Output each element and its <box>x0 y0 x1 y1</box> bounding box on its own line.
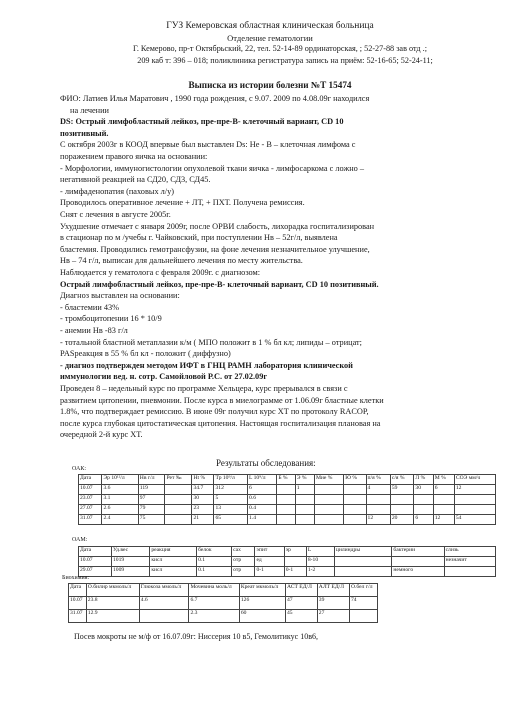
text-line: в стационар по м /учебы г. Чайковский, при поступлении Нв – 52г/л, выявлена <box>60 233 338 243</box>
table-cell: 119 <box>138 485 165 495</box>
text-line: - тотальной бластной метаплазии к/м ( МПО положит в 1 % бл кл; липиды – отрицат; <box>60 337 362 347</box>
table-cell: кисл <box>150 567 197 577</box>
table-row <box>79 495 496 505</box>
text-line: иммунологии вед. н. сотр. Самойловой Р.С. от 27.02.09г <box>60 372 268 382</box>
table-cell <box>314 495 343 505</box>
table-cell <box>334 567 391 577</box>
table-cell <box>277 495 295 505</box>
table-cell: 126 <box>239 597 285 610</box>
header-cell: Дата <box>79 475 102 485</box>
table-cell: 23.07 <box>79 495 102 505</box>
table-cell: 0-1 <box>255 567 284 577</box>
text-line: Острый лимфобластный лейкоз, пре-пре-В- клеточный вариант, CD 10 позитивный. <box>60 279 379 289</box>
table-row <box>79 485 496 495</box>
table-cell <box>277 505 295 515</box>
table-cell <box>139 610 189 623</box>
table-cell <box>314 485 343 495</box>
sputum-culture-note: Посев мокроты не м/ф от 16.07.09г: Нисcерия 10 в5, Гемолитикус 10в6, <box>74 632 318 641</box>
table-cell: 2.6 <box>102 505 138 515</box>
header-cell: белок <box>197 547 232 557</box>
header-cell: п/я % <box>366 475 390 485</box>
text-line: на лечении <box>70 105 109 115</box>
table-cell <box>392 557 444 567</box>
table-row <box>79 515 496 525</box>
header-cell: цилиндры <box>334 547 391 557</box>
table-cell <box>295 505 314 515</box>
oak-label: ОАК: <box>72 466 87 472</box>
text-line: Ухудшение отмечает с января 2009г, после ОРВИ слабость, лихорадка госпитализирован <box>60 221 375 231</box>
table-cell: 0.1 <box>197 557 232 567</box>
header-cell: с/я % <box>390 475 414 485</box>
table-cell <box>366 495 390 505</box>
table-cell: 1009 <box>111 567 149 577</box>
table-cell: 34.7 <box>192 485 214 495</box>
text-line: очередной 2-й курс ХТ. <box>60 430 143 440</box>
table-cell: 30 <box>192 495 214 505</box>
table-cell: 6.7 <box>189 597 239 610</box>
header-cell: Мочевина моль/л <box>189 584 239 597</box>
table-cell: 97 <box>138 495 165 505</box>
table-cell: 13 <box>214 505 248 515</box>
table-cell: 1.4 <box>248 515 277 525</box>
table-cell: 29.07 <box>79 567 112 577</box>
header-cell: эпит <box>255 547 284 557</box>
text-line: 1.8%, что подтверждает ремиссию. В июне 09г получил курс ХТ по протоколу RACOP, <box>60 407 369 417</box>
header-cell: L 10⁹/л <box>248 475 277 485</box>
text-line: развитием цитопении, пневмонии. После курса в миелограмме от 1.06.09г бластные клетки <box>60 395 384 405</box>
text-line: негативной реакцией на СД20, СД3, СД45. <box>60 175 211 185</box>
header-cell: эр <box>284 547 306 557</box>
text-line: DS: Острый лимфобластный лейкоз, пре-пре-В- клеточный вариант, CD 10 <box>60 117 344 127</box>
text-line: после курса глубокая цитостатическая цитопения. Настоящая госпитализация плановая на <box>60 418 381 428</box>
table-cell: 79 <box>138 505 165 515</box>
table-cell: немного <box>392 567 444 577</box>
header-cell: Тр 10⁹/л <box>214 475 248 485</box>
table-cell <box>433 505 454 515</box>
table-cell <box>444 567 495 577</box>
urinalysis-table <box>78 546 496 577</box>
header-cell: Э % <box>295 475 314 485</box>
table-cell <box>277 515 295 525</box>
table-cell <box>165 495 192 505</box>
document-title: Выписка из истории болезни №Т 15474 <box>188 80 352 90</box>
header-cell: АЛТ ЕД/Л <box>317 584 349 597</box>
header-cell: Б % <box>277 475 295 485</box>
text-line: - тромбоцитопении 16 * 10/9 <box>60 314 162 324</box>
header-cell: СОЭ мм/ч <box>454 475 495 485</box>
table-cell: ед <box>255 557 284 567</box>
table-cell <box>344 495 366 505</box>
table-cell: 31.07 <box>69 610 87 623</box>
table-cell: 12.9 <box>86 610 139 623</box>
text-line: - диагноз подтвержден методом ИФТ в ГНЦ РАМН лаборатория клинической <box>60 360 353 370</box>
table-cell: 3.6 <box>102 485 138 495</box>
text-line: поражением правого яичка на основании: <box>60 152 208 161</box>
text-line: позитивный. <box>60 128 109 138</box>
header-cell: АСТ ЕД/Л <box>286 584 318 597</box>
table-cell: 0.4 <box>248 505 277 515</box>
biochemistry-table <box>68 583 378 623</box>
text-line: - Морфологии, иммуногистологии опухолевой ткани яичка - лимфосаркома с ложно – <box>60 163 365 173</box>
table-cell <box>344 505 366 515</box>
table-cell: 39 <box>317 597 349 610</box>
header-cell: Ю % <box>344 475 366 485</box>
table-cell: 1 <box>295 485 314 495</box>
header-cell: Эр 10¹²/л <box>102 475 138 485</box>
table-header-row <box>79 475 496 485</box>
results-title: Результаты обследования: <box>216 458 316 468</box>
header-cell: Л % <box>414 475 433 485</box>
table-cell <box>277 485 295 495</box>
table-cell: 75 <box>138 515 165 525</box>
table-cell: 1019 <box>111 557 149 567</box>
table-cell <box>414 495 433 505</box>
table-cell: 59 <box>390 485 414 495</box>
table-cell: 10.07 <box>79 485 102 495</box>
text-line: Наблюдается у гематолога с февраля 2009г. с диагнозом: <box>60 268 261 277</box>
table-cell: 23.8 <box>86 597 139 610</box>
table-cell: 10.07 <box>69 597 87 610</box>
table-row <box>79 557 496 567</box>
table-cell: 312 <box>214 485 248 495</box>
header-cell: О.билир мкмоль/л <box>86 584 139 597</box>
table-cell: 2.3 <box>189 610 239 623</box>
table-cell: 4.6 <box>139 597 189 610</box>
header-cell: Дата <box>69 584 87 597</box>
text-line: - анемии Нв -83 г/л <box>60 326 128 335</box>
table-cell <box>454 505 495 515</box>
header-cell: бактерии <box>392 547 444 557</box>
table-cell: 12 <box>454 485 495 495</box>
table-row <box>79 567 496 577</box>
table-cell <box>314 515 343 525</box>
header-cell: О.бел г/л <box>349 584 377 597</box>
table-cell <box>390 495 414 505</box>
table-cell <box>433 495 454 505</box>
table-cell: 0.1 <box>197 567 232 577</box>
header-cell: Мие % <box>314 475 343 485</box>
table-row <box>69 610 378 623</box>
table-cell: 4 <box>366 485 390 495</box>
table-cell: 74 <box>349 597 377 610</box>
table-header-row <box>79 547 496 557</box>
cbc-table <box>78 474 496 525</box>
table-cell: 6 <box>433 485 454 495</box>
table-cell: 20 <box>390 515 414 525</box>
header-cell: L <box>306 547 334 557</box>
table-cell <box>344 485 366 495</box>
table-cell: 21 <box>192 515 214 525</box>
table-cell <box>284 557 306 567</box>
table-cell <box>295 495 314 505</box>
table-cell <box>349 610 377 623</box>
table-cell: 27 <box>317 610 349 623</box>
header-cell: реакция <box>150 547 197 557</box>
table-cell: 23 <box>192 505 214 515</box>
table-cell: 0.6 <box>248 495 277 505</box>
table-cell: 27.07 <box>79 505 102 515</box>
table-cell: 45 <box>286 610 318 623</box>
table-cell: 6 <box>248 485 277 495</box>
text-line: Диагноз выставлен на основании: <box>60 291 180 301</box>
text-line: Проводилось оперативное лечение + ЛТ, + ПХТ. Получена ремиссия. <box>60 198 305 208</box>
table-cell: кисл <box>150 557 197 567</box>
table-cell: 31.07 <box>79 515 102 525</box>
table-cell: 1-2 <box>306 567 334 577</box>
table-cell: 2.4 <box>102 515 138 525</box>
table-cell: 60 <box>239 610 285 623</box>
table-row <box>69 597 378 610</box>
table-cell: 5 <box>214 495 248 505</box>
oam-label: ОАМ: <box>72 537 88 543</box>
header-cell: Глюкоза ммоль/л <box>139 584 189 597</box>
table-cell: отр <box>232 557 255 567</box>
table-cell <box>454 495 495 505</box>
table-cell <box>165 485 192 495</box>
table-cell: 6 <box>414 515 433 525</box>
header-cell: Дата <box>79 547 112 557</box>
header-cell: слизь <box>444 547 495 557</box>
text-line: - лимфаденопатия (паховых л/у) <box>60 186 175 196</box>
table-cell <box>366 505 390 515</box>
address-line-1: Г. Кемерово, пр-т Октябрьский, 22, тел. 52-14-89 ординаторская, ; 52-27-88 зав отд .; <box>133 44 427 53</box>
table-cell <box>414 505 433 515</box>
table-cell: отр <box>232 567 255 577</box>
table-cell <box>165 515 192 525</box>
text-line: PASреакция в 55 % бл кл - положит ( диффузно) <box>60 349 231 359</box>
table-cell <box>314 505 343 515</box>
table-cell: 30 <box>414 485 433 495</box>
table-cell: 12 <box>366 515 390 525</box>
table-cell <box>344 515 366 525</box>
text-line: Снят с лечения в августе 2005г. <box>60 210 171 219</box>
header-cell: Нв г/л <box>138 475 165 485</box>
table-cell: 54 <box>454 515 495 525</box>
text-line: С октября 2003г в КООД впервые был выставлен Ds: Не - В – клеточная лимфома с <box>60 140 356 150</box>
table-cell: незначит <box>444 557 495 567</box>
table-cell: 8-10 <box>306 557 334 567</box>
header-cell: Уд.вес <box>111 547 149 557</box>
table-cell: 0-1 <box>284 567 306 577</box>
text-line: Нв – 74 г/л, выписан для дальнейшего лечения по месту жительства. <box>60 256 303 266</box>
text-line: Проведен 8 – недельный курс по программе Хельцера, курс прерывался в связи с <box>60 384 348 393</box>
address-line-2: 209 каб т: 396 – 018; поликлиника регистратура запись на приём: 52-16-65; 52-24-11; <box>137 56 433 65</box>
department-name: Отделение гематологии <box>227 33 313 43</box>
text-line: ФИО: Латиев Илья Маратович , 1990 года рождения, с 9.07. 2009 по 4.08.09г находился <box>60 94 370 103</box>
header-cell: сах <box>232 547 255 557</box>
header-cell: Рет ‰ <box>165 475 192 485</box>
table-row <box>79 505 496 515</box>
table-cell: 10.07 <box>79 557 112 567</box>
table-cell <box>295 515 314 525</box>
header-cell: Нt % <box>192 475 214 485</box>
bio-label: Биохимия: <box>62 575 90 581</box>
table-cell: 12 <box>433 515 454 525</box>
table-header-row <box>69 584 378 597</box>
table-cell: 65 <box>214 515 248 525</box>
table-cell <box>165 505 192 515</box>
header-cell: М % <box>433 475 454 485</box>
table-cell <box>390 505 414 515</box>
table-cell <box>334 557 391 567</box>
header-cell: Креат мкмоль/л <box>239 584 285 597</box>
institution-title: ГУЗ Кемеровская областная клиническая больница <box>166 21 374 31</box>
table-cell: 47 <box>286 597 318 610</box>
text-line: - бластемии 43% <box>60 302 120 312</box>
text-line: бластемия. Проводились гемотрансфузии, на фоне лечения незначительное улучшение, <box>60 244 370 254</box>
table-cell: 3.1 <box>102 495 138 505</box>
